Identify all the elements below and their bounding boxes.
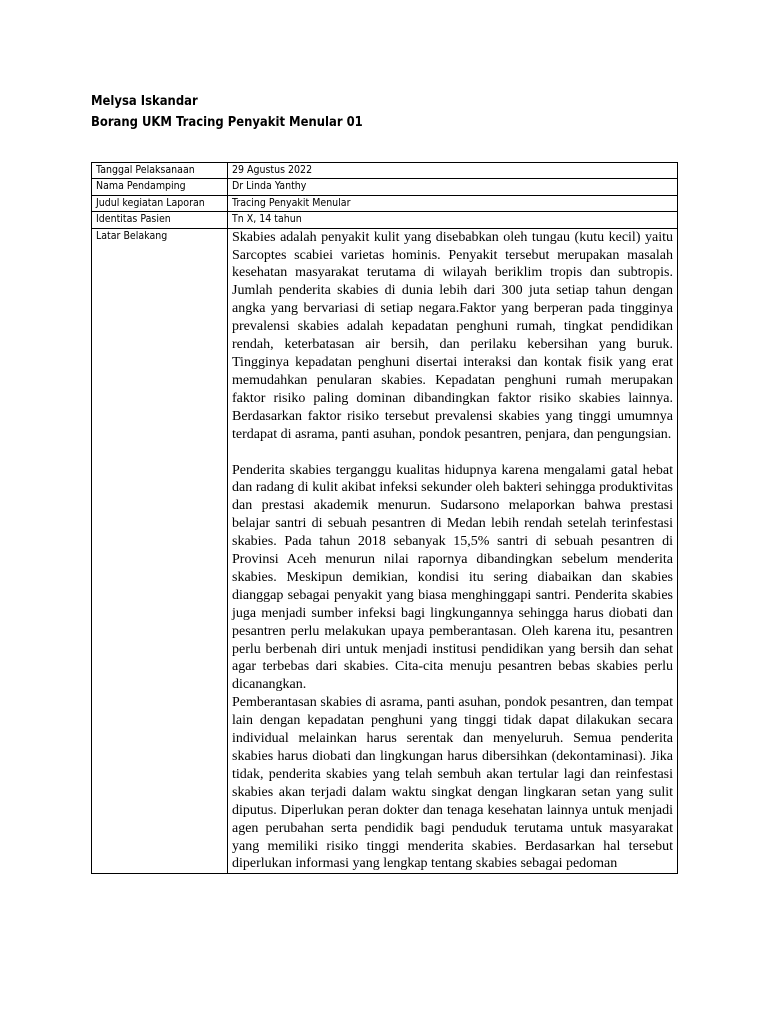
field-label: Nama Pendamping — [92, 179, 228, 195]
field-value: Dr Linda Yanthy — [228, 179, 678, 195]
document-title: Borang UKM Tracing Penyakit Menular 01 — [91, 114, 363, 130]
document-heading — [91, 91, 363, 133]
background-paragraph: Pemberantasan skabies di asrama, panti asuhan, pondok pesantren, dan tempat lain dengan kepadatan penghuni yang tinggi tidak dapat dilakukan secara individual melainkan harus serentak dan menyeluruh. Semua penderita skabies harus diobati dan lingkungan harus dibersihkan (dekontaminasi). Jika tidak, penderita skabies yang telah sembuh akan tertular lagi dan reinfestasi skabies akan terjadi dalam waktu singkat dengan lingkaran setan yang sulit diputus. Diperlukan peran dokter dan tenaga kesehatan lainnya untuk menjadi agen perubahan serta pendidik bagi penduduk terutama untuk masyarakat yang memiliki risiko tinggi menderita skabies. Berdasarkan hal tersebut diperlukan informasi yang lengkap tentang skabies sebagai pedoman — [232, 695, 673, 872]
table-row — [92, 228, 678, 874]
table-row — [92, 212, 678, 228]
field-value: Tn X, 14 tahun — [228, 212, 678, 228]
field-label: Identitas Pasien — [92, 212, 228, 228]
field-value: Tracing Penyakit Menular — [228, 195, 678, 211]
background-paragraph: Penderita skabies terganggu kualitas hidupnya karena mengalami gatal hebat dan radang di kulit akibat infeksi sekunder oleh bakteri sehingga produktivitas dan prestasi akademik menurun. Sudarsono melaporkan bahwa prestasi belajar santri di sebuah pesantren di Medan lebih rendah setelah terinfestasi skabies. Pada tahun 2018 sebanyak 15,5% santri di sebuah pesantren di Provinsi Aceh menurun nilai rapornya dibandingkan sebelum menderita skabies. Meskipun demikian, kondisi itu sering diabaikan dan skabies dianggap sebagai penyakit yang biasa menghinggapi santri. Penderita skabies juga menjadi sumber infeksi bagi lingkungannya sehingga harus diobati dan pesantren perlu melakukan upaya pemberantasan. Oleh karena itu, pesantren perlu berbenah diri untuk menjadi institusi pendidikan yang bersih dan sehat agar terbebas dari skabies. Cita-cita menuju pesantren bebas skabies perlu dicanangkan. — [232, 462, 673, 693]
report-form-table — [91, 162, 678, 874]
field-value: 29 Agustus 2022 — [228, 163, 678, 179]
table-row — [92, 195, 678, 211]
author-name: Melysa Iskandar — [91, 93, 198, 109]
field-label: Tanggal Pelaksanaan — [92, 163, 228, 179]
field-label: Judul kegiatan Laporan — [92, 195, 228, 211]
table-row — [92, 179, 678, 195]
table-row — [92, 163, 678, 179]
latar-belakang-label: Latar Belakang — [92, 228, 228, 874]
paragraph-gap — [232, 444, 673, 462]
background-paragraph: Skabies adalah penyakit kulit yang disebabkan oleh tungau (kutu kecil) yaitu Sarcoptes scabiei varietas hominis. Penyakit tersebut merupakan masalah kesehatan masyarakat terutama di wilayah beriklim tropis dan subtropis. Jumlah penderita skabies di dunia lebih dari 300 juta setiap tahun dengan angka yang bervariasi di setiap negara.Faktor yang berperan pada tingginya prevalensi skabies adalah kepadatan penghuni rumah, tingkat pendidikan rendah, keterbatasan air bersih, dan perilaku kebersihan yang buruk. Tingginya kepadatan penghuni disertai interaksi dan kontak fisik yang erat memudahkan penularan skabies. Kepadatan penghuni rumah merupakan faktor risiko paling dominan dibandingkan faktor risiko skabies lainnya. Berdasarkan faktor risiko tersebut prevalensi skabies yang tinggi umumnya terdapat di asrama, panti asuhan, pondok pesantren, penjara, dan pengungsian. — [232, 229, 673, 442]
latar-belakang-content — [228, 228, 678, 874]
